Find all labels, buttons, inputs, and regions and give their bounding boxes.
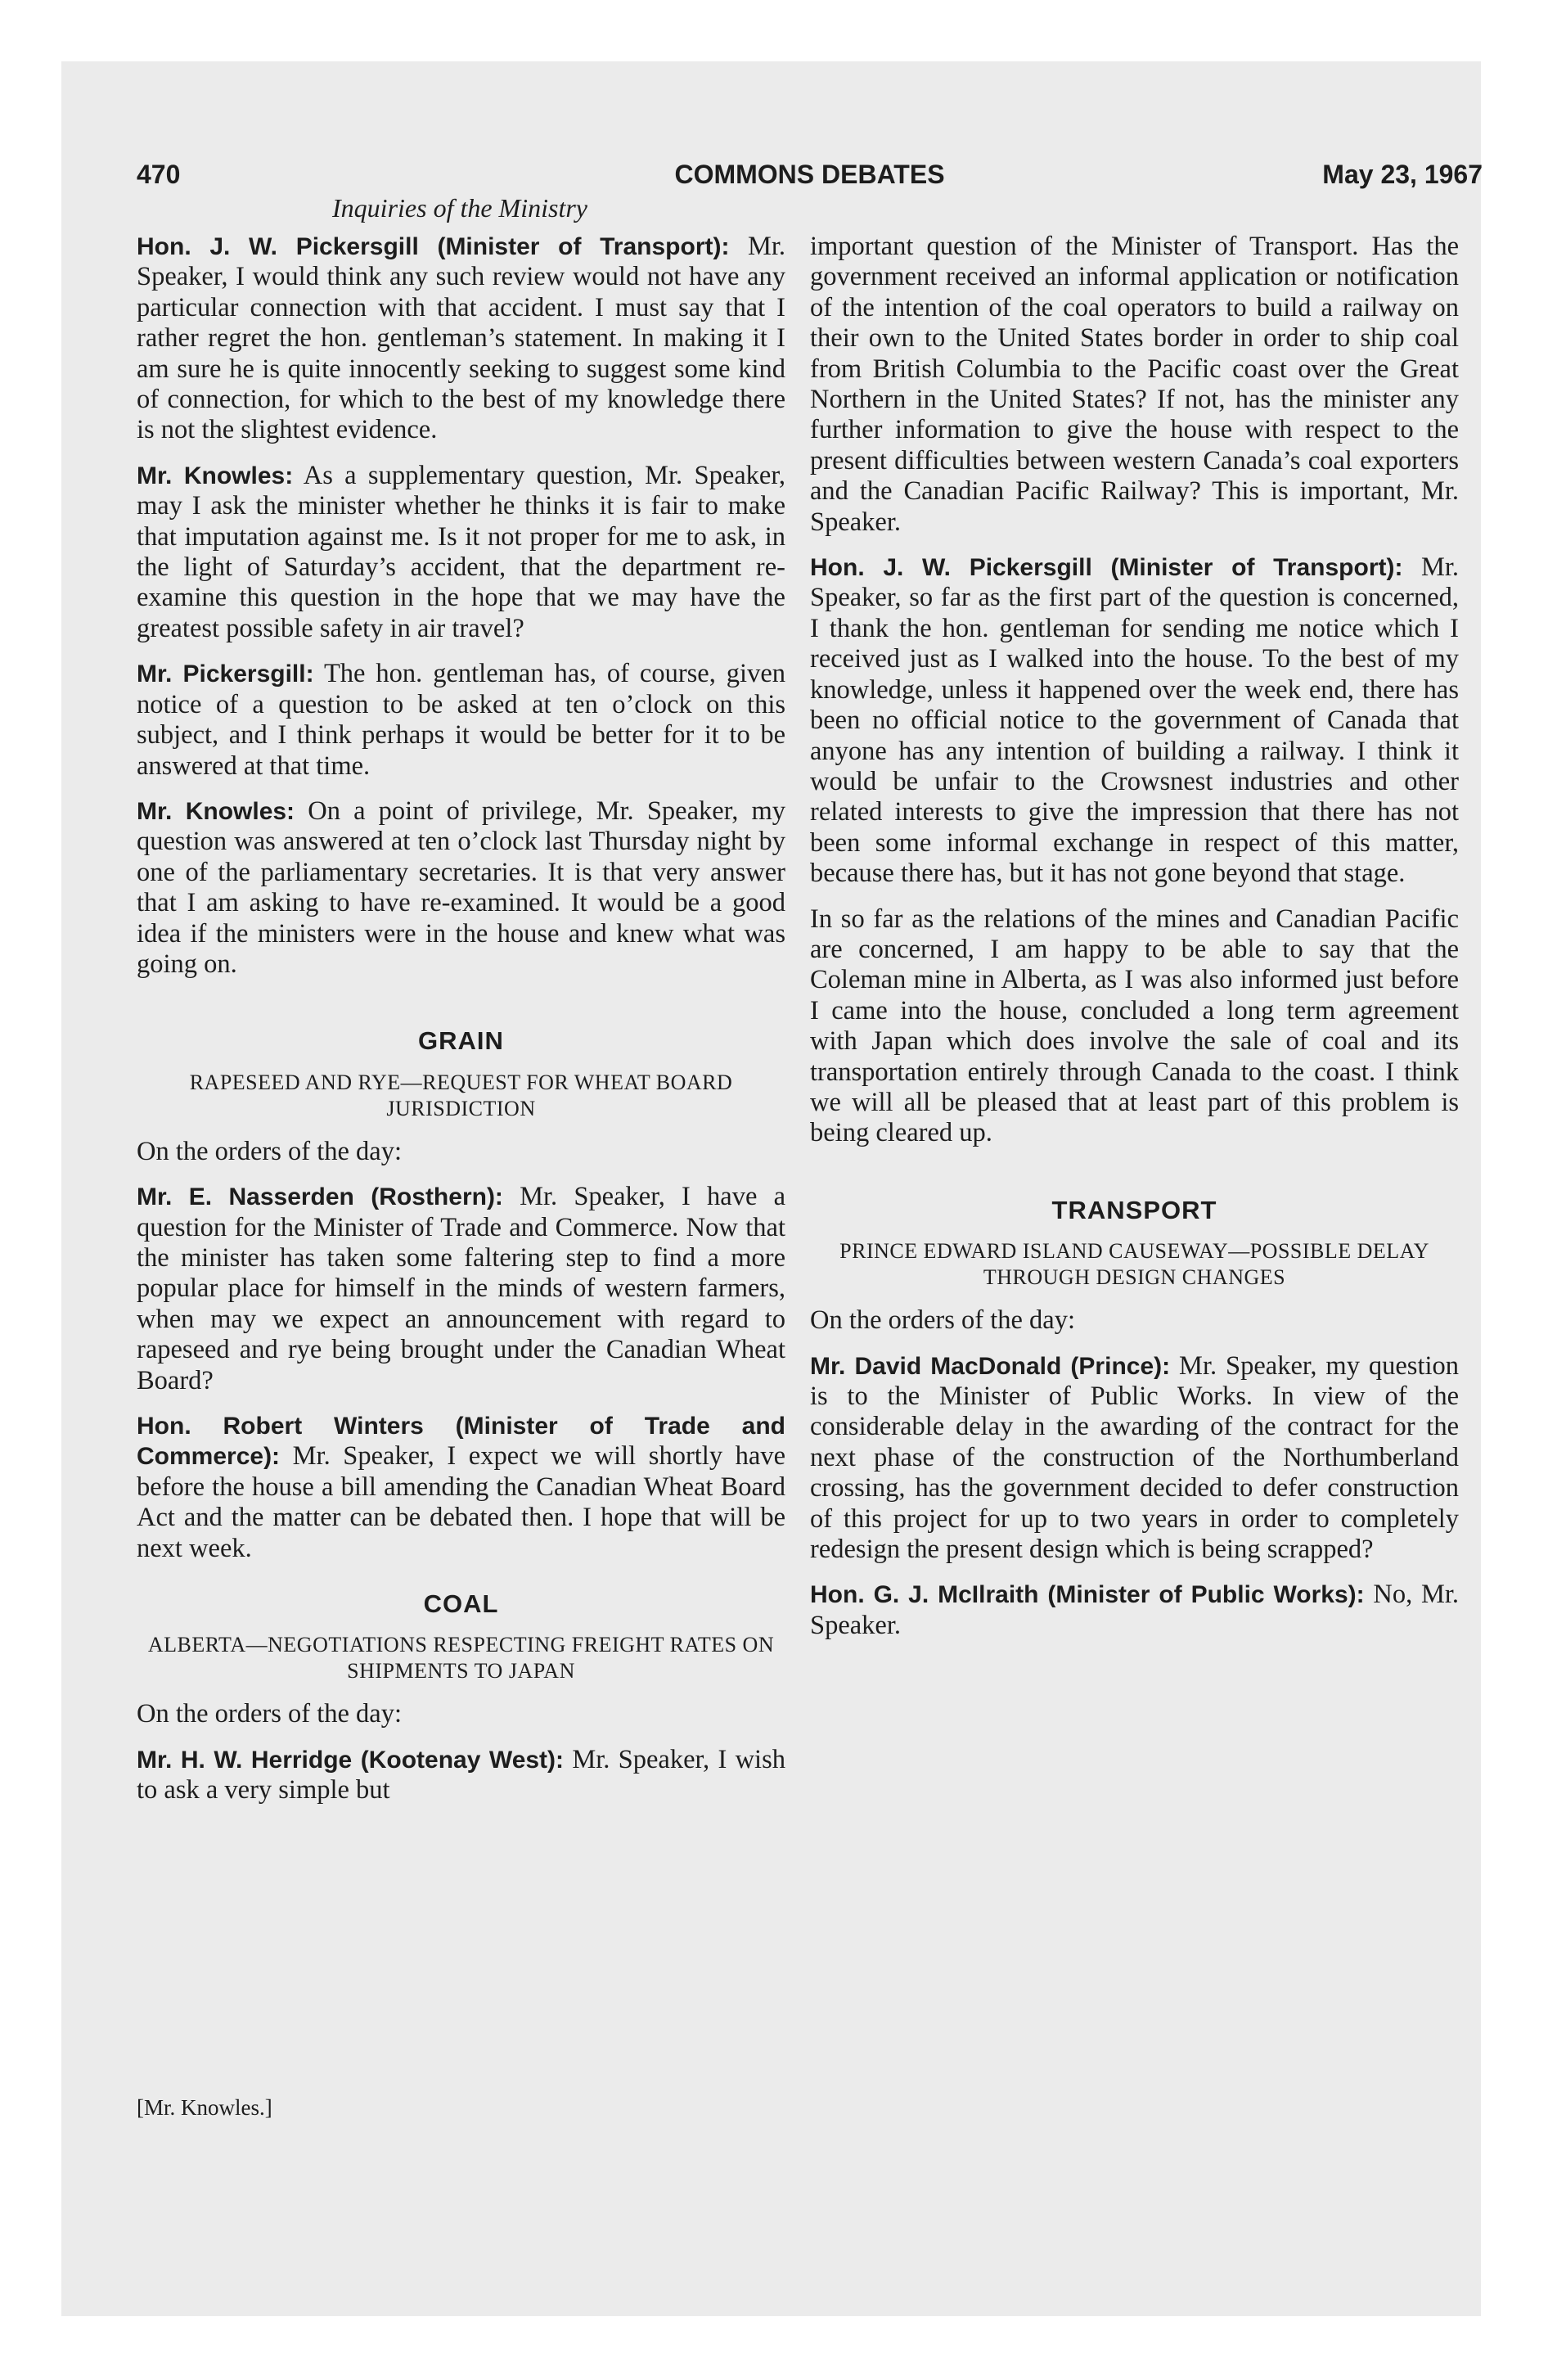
page-date: May 23, 1967	[1322, 160, 1483, 189]
page-number: 470	[137, 160, 181, 189]
speaker-name: Hon. Robert Winters (Minister of Trade and Commerce):	[137, 1413, 785, 1471]
speaker-name: Hon. J. W. Pickersgill (Minister of Transport):	[137, 233, 730, 260]
speech-text: important question of the Minister of Transport. Has the government received an informal application or notification of the intention of the coal operators to build a railway on their own to the United States border in order to ship coal from British Columbia to the Pacific coast over the Great Northern in the United States? If not, has the minister any further information to give the house with respect to the present difficulties between western Canada’s coal exporters and the Canadian Pacific Railway? This is important, Mr. Speaker.	[810, 232, 1459, 537]
speech-text: Mr. Speaker, my question is to the Minister of Public Works. In view of the considerable delay in the awarding of the contract for the next phase of the construction of the Northumberland crossing, has the government decided to defer construction of this project for up to two years in order to completely redesign the present design which is being scrapped?	[810, 1350, 1460, 1565]
subtopic-heading-grain: RAPESEED AND RYE—REQUEST FOR WHEAT BOARD JURISDICTION	[189, 1070, 733, 1120]
subtopic-heading-transport: PRINCE EDWARD ISLAND CAUSEWAY—POSSIBLE DELAY THROUGH DESIGN CHANGES	[839, 1239, 1429, 1290]
speaker-name: Hon. G. J. McIlraith (Minister of Public Works):	[810, 1581, 1365, 1609]
paragraph	[137, 796, 785, 980]
paragraph	[137, 1745, 785, 1806]
orders-of-the-day: On the orders of the day:	[137, 1136, 403, 1166]
topic-heading-coal: COAL	[423, 1589, 499, 1619]
speech-text: In so far as the relations of the mines and Canadian Pacific are concerned, I am happy to be able to say that the Coleman mine in Alberta, as I was also informed just before I came into the house, concluded a long term agreement with Japan which does involve the sale of coal and its transportation entirely through Canada to the coast. I think we will all be pleased that at least part of this problem is being cleared up.	[810, 904, 1459, 1148]
publication-title: COMMONS DEBATES	[674, 160, 945, 189]
footer-note: [Mr. Knowles.]	[137, 2095, 272, 2120]
paragraph	[810, 904, 1459, 1149]
speech-text: Mr. Speaker, so far as the first part of the question is concerned, I thank the hon. gentleman for sending me notice which I received just as I walked into the house. To the best of my knowledge, unless it happened over the week end, there has been no official notice to the government of Canada that anyone has any intention of building a railway. I think it would be unfair to the Crowsnest industries and other related interests to give the impression that there has not been some informal exchange in respect of this matter, because there has, but it has not gone beyond that stage.	[810, 552, 1459, 889]
speech-text: No, Mr. Speaker.	[810, 1580, 1459, 1640]
speech-text: Mr. Speaker, I expect we will shortly have before the house a bill amending the Canadian Wheat Board Act and the matter can be debated then. I hope that will be next week.	[137, 1441, 786, 1563]
paragraph	[810, 1351, 1459, 1566]
right-column	[810, 232, 1459, 1656]
speech-text: Mr. Speaker, I wish to ask a very simple but	[137, 1744, 785, 1805]
speech-text: The hon. gentleman has, of course, given notice of a question to be asked at ten o’clock on this subject, and I think perhaps it would be better for it to be answered at that time.	[137, 659, 785, 781]
orders-of-the-day: On the orders of the day:	[137, 1699, 403, 1729]
speaker-name: Mr. E. Nasserden (Rosthern):	[137, 1183, 503, 1211]
speech-text: On a point of privilege, Mr. Speaker, my question was answered at ten o’clock last Thursday night by one of the parliamentary secretaries. It is that very answer that I am asking to have re-examined. It would be a good idea if the ministers were in the house and knew what was going on.	[137, 796, 786, 979]
speech-text: Mr. Speaker, I would think any such review would not have any particular connection with that accident. I must say that I rather regret the hon. gentleman’s statement. In making it I am sure he is quite innocently seeking to suggest some kind of connection, for which to the best of my knowledge there is not the slightest evidence.	[137, 232, 785, 445]
paragraph	[137, 461, 785, 644]
speech-text: Mr. Speaker, I have a question for the Minister of Trade and Commerce. Now that the minister has taken some faltering step to find a more popular place for himself in the minds of western farmers, when may we expect an announcement with regard to rapeseed and rye being brought under the Canadian Wheat Board?	[137, 1182, 785, 1395]
speaker-name: Hon. J. W. Pickersgill (Minister of Transport):	[810, 554, 1403, 582]
topic-heading-transport: TRANSPORT	[1051, 1195, 1217, 1224]
paragraph	[137, 659, 785, 782]
paragraph	[810, 552, 1459, 889]
paragraph	[137, 1411, 785, 1564]
speaker-name: Mr. Knowles:	[137, 462, 294, 489]
section-title: Inquiries of the Ministry	[332, 193, 587, 223]
speech-text: As a supplementary question, Mr. Speaker, may I ask the minister whether he thinks it is fair to make that imputation against me. Is it not proper for me to ask, in the light of Saturday’s accident, that the department re-examine this question in the hope that we may have the greatest possible safety in air travel?	[137, 460, 785, 643]
paragraph	[810, 1580, 1459, 1641]
left-column	[137, 232, 785, 1821]
subtopic-heading-coal: ALBERTA—NEGOTIATIONS RESPECTING FREIGHT RATES ON SHIPMENTS TO JAPAN	[147, 1633, 775, 1684]
speaker-name: Mr. Knowles:	[137, 797, 295, 825]
speaker-name: Mr. H. W. Herridge (Kootenay West):	[137, 1746, 565, 1774]
orders-of-the-day: On the orders of the day:	[810, 1305, 1076, 1336]
topic-heading-grain: GRAIN	[418, 1026, 504, 1056]
paragraph	[810, 232, 1459, 538]
paragraph	[137, 232, 785, 446]
speaker-name: Mr. David MacDonald (Prince):	[810, 1352, 1171, 1380]
paragraph	[137, 1182, 785, 1396]
speaker-name: Mr. Pickersgill:	[137, 660, 314, 688]
